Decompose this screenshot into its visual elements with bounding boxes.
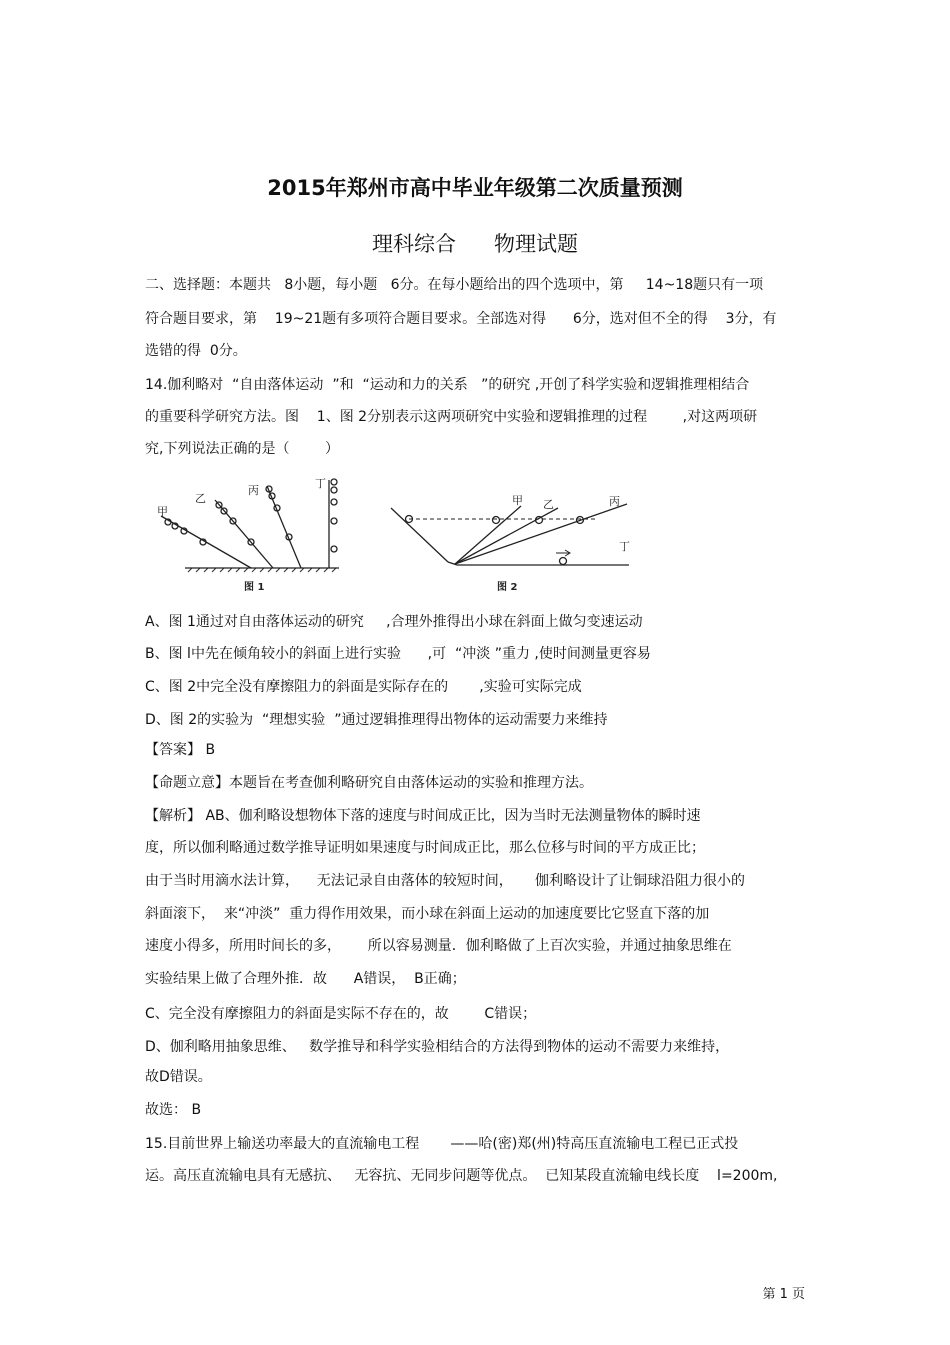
analysis-line: 斜面滚下， 来“冲淡” 重力得作用效果，而小球在斜面上运动的加速度要比它竖直下落的加 [145,906,710,922]
q14-option-d: D、图 2的实验为 “理想实验 ”通过逻辑推理得出物体的运动需要力来维持 [145,712,608,728]
q14-stem-line-1: 14.伽利略对 “自由落体运动 ”和 “运动和力的关系 ”的研究 ,开创了科学实验和逻辑推理相结合 [145,377,750,393]
fig2-label-yi: 乙 [543,498,554,511]
fig2-ball [560,558,567,565]
analysis-line: 度，所以伽利略通过数学推导证明如果速度与时间成正比，那么位移与时间的平方成正比； [145,840,705,856]
fig1-ball [331,546,337,552]
subtitle-left: 理科综合 [372,232,456,256]
fig1-ball [331,487,337,493]
fig2-left-slope [391,508,448,562]
fig1-slope-yi [215,500,273,568]
analysis-line: 实验结果上做了合理外推．故 A错误， B正确； [145,971,466,987]
fig2-label-ding: 丁 [619,540,630,553]
fig1-caption: 图 1 [244,582,265,593]
fig2-slope-bing [455,504,627,564]
page-number: 第 1 页 [762,1287,805,1302]
q14-figure [143,472,678,600]
fig1-slope-bing [267,486,301,568]
analysis-line: 故选： B [145,1102,202,1118]
q15-stem-line-2: 运。高压直流输电具有无感抗、 无容抗、无同步问题等优点。 已知某段直流输电线长度 l=200m, [145,1168,778,1184]
analysis-line: 故D错误。 [145,1069,212,1085]
fig2-caption: 图 2 [497,582,518,593]
section-intro-line-3: 选错的得 0分。 [145,343,247,359]
q14-option-a: A、图 1通过对自由落体运动的研究 ,合理外推得出小球在斜面上做匀变速运动 [145,614,643,630]
analysis-line: C、完全没有摩擦阻力的斜面是实际不存在的，故 C错误； [145,1006,537,1022]
page-title: 2015年郑州市高中毕业年级第二次质量预测 [267,176,683,200]
fig2-slope-yi [455,508,558,564]
subtitle-right: 物理试题 [494,232,578,256]
fig1-label-ding: 丁 [315,477,326,490]
analysis-line: 速度小得多，所用时间长的多， 所以容易测量．伽利略做了上百次实验，并通过抽象思维在 [145,938,732,954]
fig1-label-yi: 乙 [195,492,206,505]
q15-stem-line-1: 15.目前世界上输送功率最大的直流输电工程 ——哈(密)郑(州)特高压直流输电工程已正式投 [145,1136,739,1152]
fig1-ball [331,479,337,485]
analysis-line: 【解析】 AB、伽利略设想物体下落的速度与时间成正比，因为当时无法测量物体的瞬时速 [145,808,701,824]
q14-stem-line-3: 究,下列说法正确的是（ ） [145,441,340,457]
q14-intent: 【命题立意】本题旨在考查伽利略研究自由落体运动的实验和推理方法。 [145,775,593,791]
fig2-slope-jia [455,506,521,564]
page-subtitle [0,228,950,258]
fig1-label-bing: 丙 [248,484,259,497]
fig1-label-jia: 甲 [157,505,168,518]
analysis-line: 由于当时用滴水法计算， 无法记录自由落体的较短时间， 伽利略设计了让铜球沿阻力很小的 [145,873,746,889]
section-intro-line-2: 符合题目要求，第 19~21题有多项符合题目要求。全部选对得 6分，选对但不全的得 3分，有 [145,311,777,327]
q14-option-b: B、图 l中先在倾角较小的斜面上进行实验 ,可 “冲淡 ”重力 ,使时间测量更容易 [145,646,651,662]
fig2-label-bing: 丙 [609,495,620,508]
section-intro-line-1: 二、选择题：本题共 8小题，每小题 6分。在每小题给出的四个选项中，第 14~18题只有一项 [145,277,764,293]
fig1-ball [331,499,337,505]
fig2-ball [493,517,500,524]
q14-answer: 【答案】 B [145,742,216,758]
analysis-line: D、伽利略用抽象思维、 数学推导和科学实验相结合的方法得到物体的运动不需要力来维持， [145,1039,730,1055]
fig2-label-jia: 甲 [512,494,523,507]
q14-option-c: C、图 2中完全没有摩擦阻力的斜面是实际存在的 ,实验可实际完成 [145,679,582,695]
fig1-ball [331,518,337,524]
figure-2 [391,504,629,565]
q14-stem-line-2: 的重要科学研究方法。图 1、图 2分别表示这两项研究中实验和逻辑推理的过程 ,对这两项研 [145,409,758,425]
